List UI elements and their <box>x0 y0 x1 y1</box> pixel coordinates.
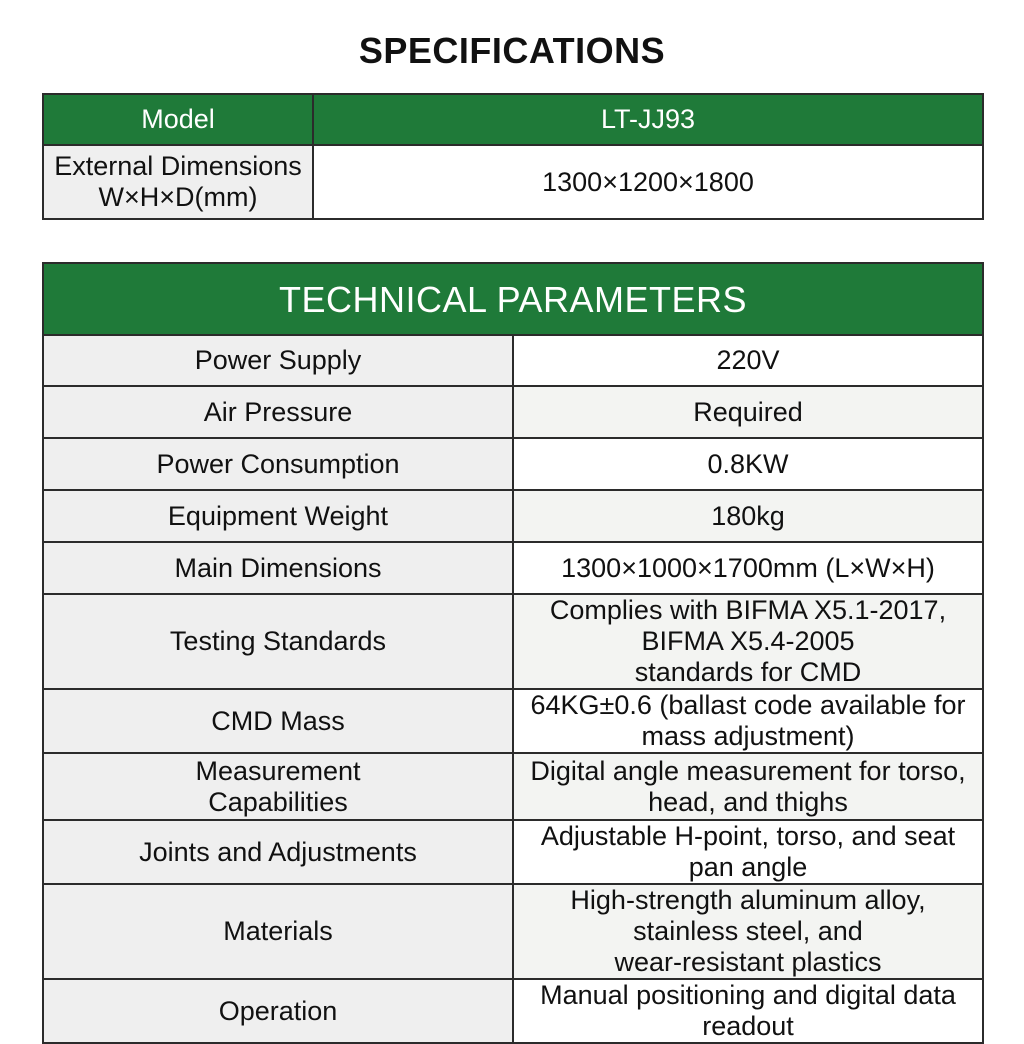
external-dimensions-value: 1300×1200×1800 <box>313 145 983 219</box>
technical-parameters-heading: TECHNICAL PARAMETERS <box>43 263 983 335</box>
row-label: Materials <box>43 884 513 979</box>
row-value: Digital angle measurement for torso, head, and thighs <box>513 753 983 820</box>
row-value: 64KG±0.6 (ballast code available for mass adjustment) <box>513 689 983 753</box>
specifications-table <box>42 93 984 220</box>
row-label-line2: Capabilities <box>208 786 348 817</box>
external-dimensions-label-line2: W×H×D(mm) <box>98 182 258 212</box>
table-row <box>43 594 983 689</box>
row-label: Operation <box>43 979 513 1043</box>
row-label <box>43 753 513 820</box>
table-row <box>43 438 983 490</box>
table-row <box>43 689 983 753</box>
row-value: 1300×1000×1700mm (L×W×H) <box>513 542 983 594</box>
table-row <box>43 386 983 438</box>
table-row <box>43 820 983 884</box>
table-row <box>43 979 983 1043</box>
row-value-line1: High-strength aluminum alloy, stainless steel, and <box>570 885 926 946</box>
row-value <box>513 884 983 979</box>
technical-parameters-header-row <box>43 263 983 335</box>
row-label: Power Supply <box>43 335 513 386</box>
table-row <box>43 542 983 594</box>
row-value: Required <box>513 386 983 438</box>
table-row <box>43 335 983 386</box>
row-label: Joints and Adjustments <box>43 820 513 884</box>
table-row <box>43 884 983 979</box>
row-value-line2: wear-resistant plastics <box>614 947 882 977</box>
table-row <box>43 490 983 542</box>
model-value: LT-JJ93 <box>313 94 983 145</box>
row-label: CMD Mass <box>43 689 513 753</box>
row-label: Testing Standards <box>43 594 513 689</box>
page-title: SPECIFICATIONS <box>358 30 666 71</box>
row-value-line1: Complies with BIFMA X5.1-2017, BIFMA X5.4-2005 <box>549 595 947 656</box>
row-label: Air Pressure <box>43 386 513 438</box>
row-label-line1: Measurement <box>195 755 361 786</box>
row-label: Power Consumption <box>43 438 513 490</box>
external-dimensions-row <box>43 145 983 219</box>
row-value: Adjustable H-point, torso, and seat pan angle <box>513 820 983 884</box>
external-dimensions-label <box>43 145 313 219</box>
row-value: 220V <box>513 335 983 386</box>
row-label: Equipment Weight <box>43 490 513 542</box>
row-label: Main Dimensions <box>43 542 513 594</box>
external-dimensions-label-line1: External Dimensions <box>54 151 302 181</box>
row-value-line2: standards for CMD <box>634 657 862 687</box>
row-value <box>513 594 983 689</box>
row-value: 0.8KW <box>513 438 983 490</box>
technical-parameters-table <box>42 262 984 1044</box>
row-value: Manual positioning and digital data readout <box>513 979 983 1043</box>
row-value: 180kg <box>513 490 983 542</box>
model-label: Model <box>43 94 313 145</box>
model-row <box>43 94 983 145</box>
table-row <box>43 753 983 820</box>
